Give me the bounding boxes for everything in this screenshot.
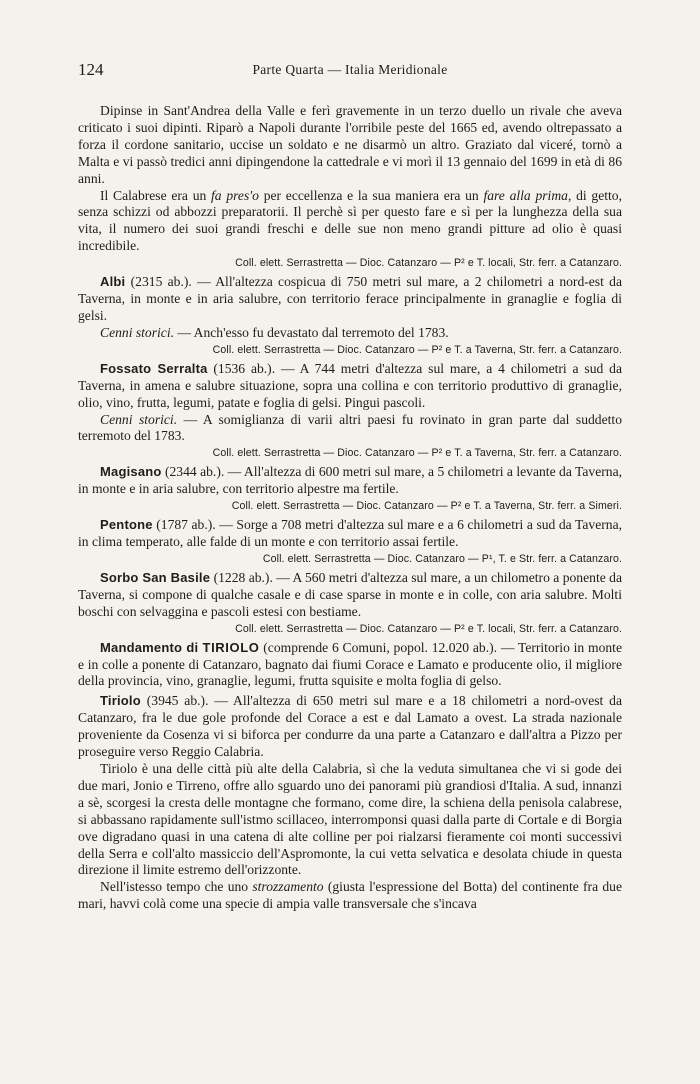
admin-info-line: Coll. elett. Serrastretta — Dioc. Catanzaro — P² e T. a Taverna, Str. ferr. a Catanzaro. bbox=[212, 343, 622, 356]
entry-title-magisano: Magisano bbox=[100, 464, 162, 480]
entry-title-albi: Albi bbox=[100, 274, 126, 290]
text-run: Nell'istesso tempo che uno bbox=[100, 879, 253, 895]
paragraph-calabrese-life: Dipinse in Sant'Andrea della Valle e ferì gravemente in un terzo duello un rivale che aveva criticato i suoi dipinti. Riparò a Napoli durante l'orribile peste del 1665 ed, avendo oltrepassato a forza il cordone sanitario, uccise un soldato e ne disarmò un altro. Graziato dal viceré, tornò a Malta e vi passò tredici anni dipingendone la cattedrale e vi morì il 13 gennaio del 1699 in età di 86 anni. bbox=[78, 103, 622, 186]
history-text: — Anch'esso fu devastato dal terremoto del 1783. bbox=[174, 324, 449, 340]
admin-info-line: Coll. elett. Serrastretta — Dioc. Catanzaro — P² e T. locali, Str. ferr. a Catanzaro. bbox=[235, 257, 622, 270]
entry-albi-history bbox=[78, 325, 622, 342]
admin-info-line: Coll. elett. Serrastretta — Dioc. Catanzaro — P² e T. a Taverna, Str. ferr. a Simeri. bbox=[231, 500, 622, 513]
paragraph-tiriolo-panorama: Tiriolo è una delle città più alte della Calabria, sì che la veduta simultanea che vi si gode dei due mari, Jonio e Tirreno, offre allo sguardo uno dei panorami più grandiosi d'Italia. A sud, innanzi a sè, scorgesi la cresta delle montagne che formano, come dire, la schiena della penisola calabrese, si abbassano rapidamente sull'istmo scillaceo, interromponsi quasi dalla parte di Cortale e di Borgia ove digradano quasi in una catena di alte colline per poi rialzarsi fieramente coi monti successivi della Serra e coll'alto massiccio dell'Aspromonte, la cui vetta selvatica e desolata chiude in questa direzione il limite estremo dell'orizzonte. bbox=[78, 761, 622, 878]
history-text: — A somiglianza di varii altri paesi fu rovinato in gran parte dal suddetto terremoto del 1783. bbox=[78, 411, 622, 444]
admin-info-line: Coll. elett. Serrastretta — Dioc. Catanzaro — P² e T. locali, Str. ferr. a Catanzaro. bbox=[235, 622, 622, 635]
entry-text: (1787 ab.). — Sorge a 708 metri d'altezza sul mare e a 6 chilometri a sud da Taverna, in clima temperato, alle falde di un monte e con territorio assai fertile. bbox=[78, 517, 622, 550]
entry-text: (comprende 6 Comuni, popol. 12.020 ab.). — Territorio in monte e in colle a ponente di Catanzaro, bagnato dai fiumi Corace e Lamato e producente olio, il migliore della provincia, vino, granaglie, legumi, frutta squisite e molta foglia di gelso. bbox=[78, 639, 622, 689]
entry-title-pentone: Pentone bbox=[100, 517, 153, 533]
italic-phrase: fare alla prima bbox=[483, 187, 568, 203]
entry-text: (2344 ab.). — All'altezza di 600 metri sul mare, a 5 chilometri a levante da Taverna, in monte e in aria salubre, con territorio alpestre ma fertile. bbox=[78, 464, 622, 497]
entry-mandamento-tiriolo bbox=[78, 640, 622, 691]
text-run: Il Calabrese era un bbox=[100, 187, 212, 203]
paragraph-tiriolo-strozzamento bbox=[78, 879, 622, 913]
entry-tiriolo bbox=[78, 693, 622, 761]
mandamento-label: Mandamento di bbox=[100, 639, 203, 655]
italic-phrase: strozzamento bbox=[252, 879, 324, 895]
admin-info-line: Coll. elett. Serrastretta — Dioc. Catanzaro — P² e T. a Taverna, Str. ferr. a Catanzaro. bbox=[212, 447, 622, 460]
entry-pentone bbox=[78, 517, 622, 551]
entry-title-sorbo: Sorbo San Basile bbox=[100, 569, 211, 585]
text-run: per eccellenza e la sua maniera era un bbox=[258, 187, 484, 203]
entry-magisano bbox=[78, 464, 622, 498]
admin-info-line: Coll. elett. Serrastretta — Dioc. Catanzaro — P¹, T. e Str. ferr. a Catanzaro. bbox=[262, 552, 622, 565]
text-run: (giusta l'espressione del Botta) del continente fra due mari, havvi colà come una specie di ampia valle transversale che s'incava bbox=[78, 879, 622, 912]
history-label: Cenni storici. bbox=[100, 324, 175, 340]
entry-title-fossato: Fossato Serralta bbox=[100, 360, 208, 376]
text-run: , di getto, senza schizzi od abbozzi preparatorii. Il perchè sì per questo fare e sì per la lunghezza della sua vita, il numero dei suoi grandi freschi e delle sue non meno grandi pitture ad olio è quasi incredibile. bbox=[78, 187, 622, 254]
running-head: Parte Quarta — Italia Meridionale bbox=[252, 62, 448, 77]
entry-title-tiriolo: Tiriolo bbox=[100, 693, 141, 709]
entry-fossato-history bbox=[78, 412, 622, 446]
history-label: Cenni storici. bbox=[100, 411, 178, 427]
entry-text: (1228 ab.). — A 560 metri d'altezza sul mare, a un chilometro a ponente da Taverna, si compone di qualche casale e di case sparse in monte e in colle, con aria salubre. Molti boschi con selvaggina e pascoli estesi con bestiame. bbox=[78, 569, 622, 619]
page-body bbox=[78, 103, 622, 913]
entry-text: (2315 ab.). — All'altezza cospicua di 750 metri sul mare, a 2 chilometri a nord-est da Taverna, in monte e in aria salubre, con territorio ferace principalmente in granaglie e foglia di gelsi. bbox=[78, 274, 622, 323]
entry-text: (3945 ab.). — All'altezza di 650 metri sul mare e a 18 chilometri a nord-ovest da Catanzaro, fra le due gole profonde del Corace a est e dal Lamato a ovest. La strada nazionale proveniente da Cosenza vi si biforca per condurre da una parte a Catanzaro e dall'altra a Pizzo per proseguire verso Reggio Calabria. bbox=[78, 693, 622, 760]
entry-albi bbox=[78, 274, 622, 325]
entry-sorbo-san-basile bbox=[78, 570, 622, 621]
mandamento-name: TIRIOLO bbox=[202, 639, 260, 655]
paragraph-calabrese-style bbox=[78, 188, 622, 256]
italic-phrase: fa pres'o bbox=[211, 187, 259, 203]
entry-text: (1536 ab.). — A 744 metri d'altezza sul mare, a 4 chilometri a sud da Taverna, in amena e salubre situazione, sopra una collina e con territorio produttivo di granaglie, olio, vino, frutta, legumi, patate e foglia di gelsi. Pingui pascoli. bbox=[78, 360, 622, 410]
page-number: 124 bbox=[78, 60, 104, 79]
page-header bbox=[78, 60, 622, 82]
entry-fossato-serralta bbox=[78, 361, 622, 412]
